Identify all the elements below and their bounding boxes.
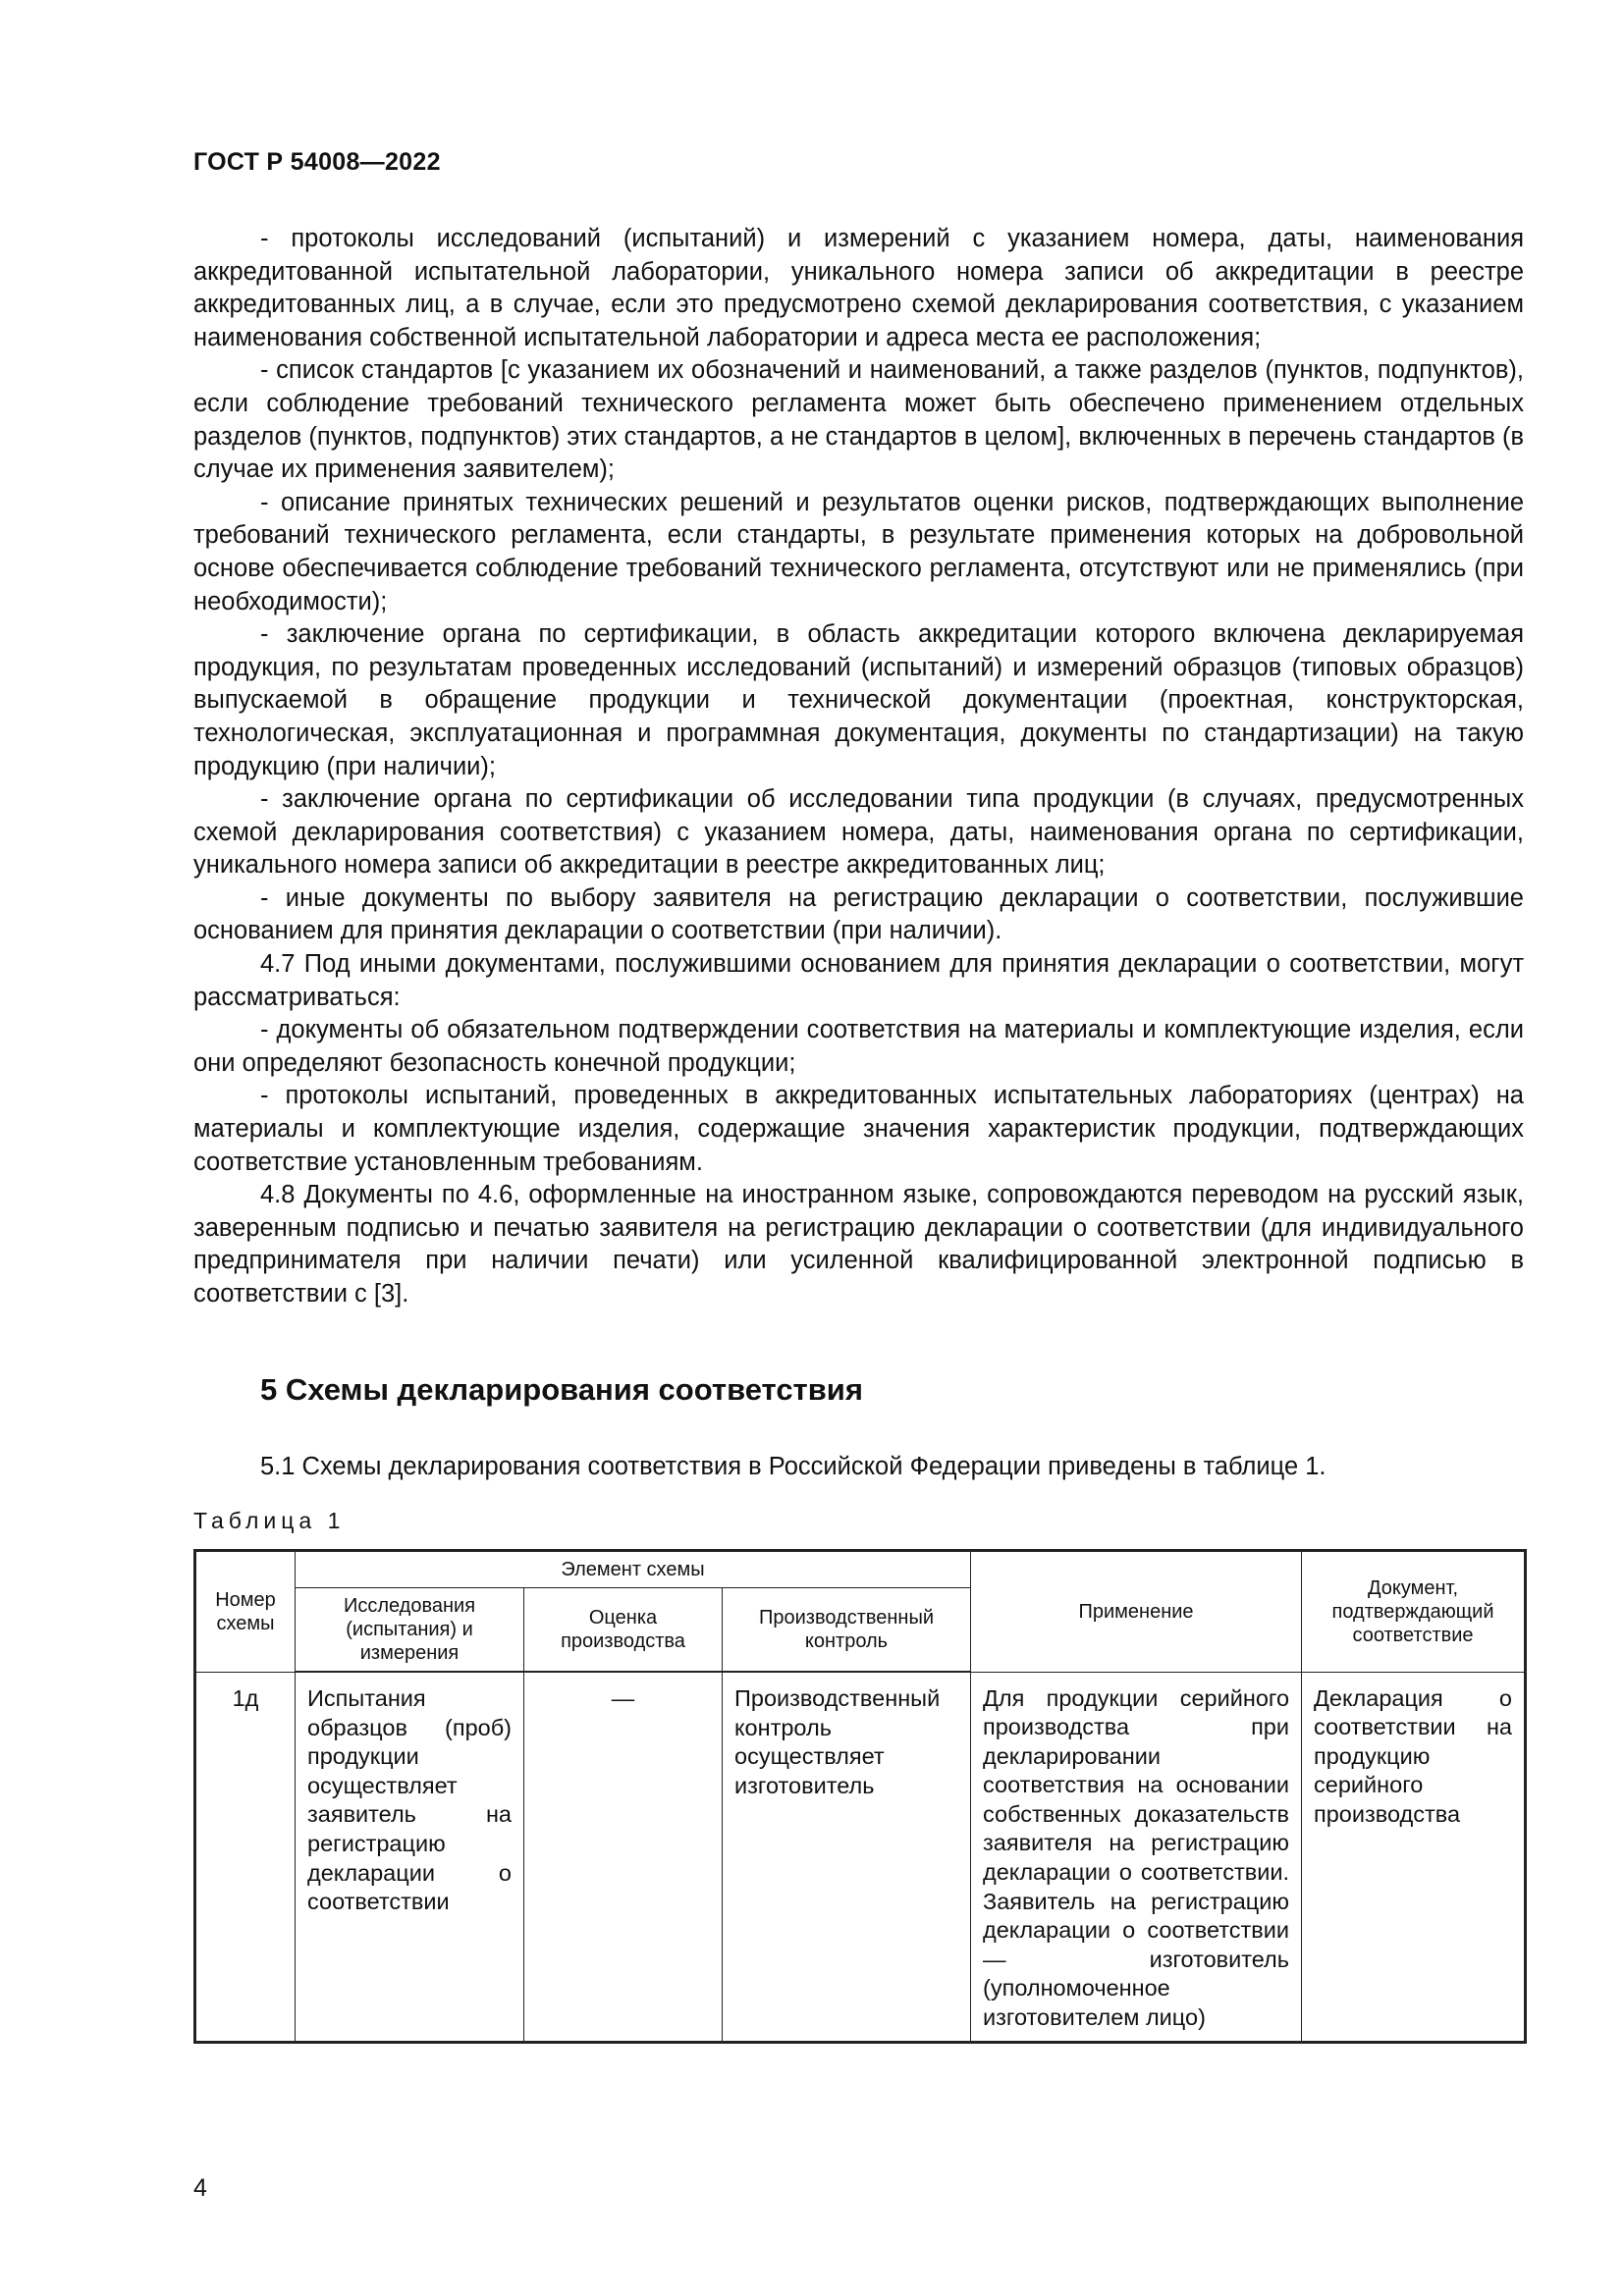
header-scheme-number: Номер схемы xyxy=(195,1551,296,1673)
paragraph-other-documents: - иные документы по выбору заявителя на регистрацию декларации о соответствии, послужившие основанием для принятия декларации о соответствии (при наличии). xyxy=(193,883,1524,945)
table-row xyxy=(195,1672,1526,2042)
header-production-assessment: Оценка производства xyxy=(524,1588,723,1673)
body-text xyxy=(193,223,1524,1311)
paragraph-standards-list: - список стандартов [с указанием их обозначений и наименований, а также разделов (пунктов, подпунктов), если соблюдение требований технического регламента может быть обеспечено применением отдельных разделов (пунктов, подпунктов) этих стандартов, а не стандартов в целом], включенных в перечень стандартов (в случае их применения заявителем); xyxy=(193,356,1524,484)
header-research: Исследования (испытания) и измерения xyxy=(296,1588,524,1673)
header-document: Документ, подтверждающий соответствие xyxy=(1302,1551,1526,1673)
paragraph-mandatory-confirmation: - документы об обязательном подтверждении соответствия на материалы и комплектующие изделия, если они определяют безопасность конечной продукции; xyxy=(193,1016,1524,1077)
header-application: Применение xyxy=(971,1551,1302,1673)
paragraph-4-8: 4.8 Документы по 4.6, оформленные на иностранном языке, сопровождаются переводом на русский язык, заверенным подписью и печатью заявителя на регистрацию декларации о соответствии (для индивидуального предпринимателя при наличии печати) или усиленной квалифицированной электронной подписью в соответствии с [3]. xyxy=(193,1181,1524,1308)
paragraph-type-examination: - заключение органа по сертификации об исследовании типа продукции (в случаях, предусмотренных схемой декларирования соответствия) с указанием номера, даты, наименования органа по сертификации, уникального номера записи об аккредитации в реестре аккредитованных лиц; xyxy=(193,785,1524,880)
page-number: 4 xyxy=(193,2174,207,2202)
schemes-table xyxy=(193,1549,1527,2044)
paragraph-certification-conclusion: - заключение органа по сертификации, в область аккредитации которого включена декларируемая продукция, по результатам проведенных исследований (испытаний) и измерений образцов (типовых образцов) выпускаемой в обращение продукции и технической документации (проектная, конструкторская, технологическая, эксплуатационная и программная документация, документы по стандартизации) на такую продукцию (при наличии); xyxy=(193,620,1524,780)
section-heading: 5 Схемы декларирования соответствия xyxy=(260,1372,863,1407)
cell-application: Для продукции серийного производства при декларировании соответствия на основании собственных доказательств заявителя на регистрацию декларации о соответствии. Заявитель на регистрацию декларации о соответствии — изготовитель (уполномоченное изготовителем лицо) xyxy=(971,1672,1302,2042)
document-header: ГОСТ Р 54008—2022 xyxy=(193,148,441,176)
cell-production-assessment: — xyxy=(524,1672,723,2042)
paragraph-4-7: 4.7 Под иными документами, послужившими основанием для принятия декларации о соответствии, могут рассматриваться: xyxy=(193,950,1524,1011)
header-production-control: Производственный контроль xyxy=(723,1588,971,1673)
section-intro: 5.1 Схемы декларирования соответствия в Российской Федерации приведены в таблице 1. xyxy=(260,1453,1326,1480)
paragraph-technical-solutions: - описание принятых технических решений и результатов оценки рисков, подтверждающих выполнение требований технического регламента, если стандарты, в результате применения которых на добровольной основе обеспечивается соблюдение требований технического регламента, отсутствуют или не применялись (при необходимости); xyxy=(193,488,1524,615)
table-header-row xyxy=(195,1551,1526,1588)
cell-production-control: Производственный контроль осуществляет изготовитель xyxy=(723,1672,971,2042)
header-scheme-element: Элемент схемы xyxy=(296,1551,971,1588)
cell-research: Испытания образцов (проб) продукции осуществляет заявитель на регистрацию декларации о соответствии xyxy=(296,1672,524,2042)
table-caption: Таблица 1 xyxy=(193,1508,346,1533)
paragraph-test-protocols: - протоколы испытаний, проведенных в аккредитованных испытательных лабораториях (центрах) на материалы и комплектующие изделия, содержащие значения характеристик продукции, подтверждающих соответствие установленным требованиям. xyxy=(193,1082,1524,1176)
paragraph-test-reports: - протоколы исследований (испытаний) и измерений с указанием номера, даты, наименования аккредитованной испытательной лаборатории, уникального номера записи об аккредитации в реестре аккредитованных лиц, а в случае, если это предусмотрено схемой декларирования соответствия, с указанием наименования собственной испытательной лаборатории и адреса места ее расположения; xyxy=(193,225,1524,351)
cell-document: Декларация о соответствии на продукцию серийного производства xyxy=(1302,1672,1526,2042)
cell-scheme-number: 1д xyxy=(195,1672,296,2042)
